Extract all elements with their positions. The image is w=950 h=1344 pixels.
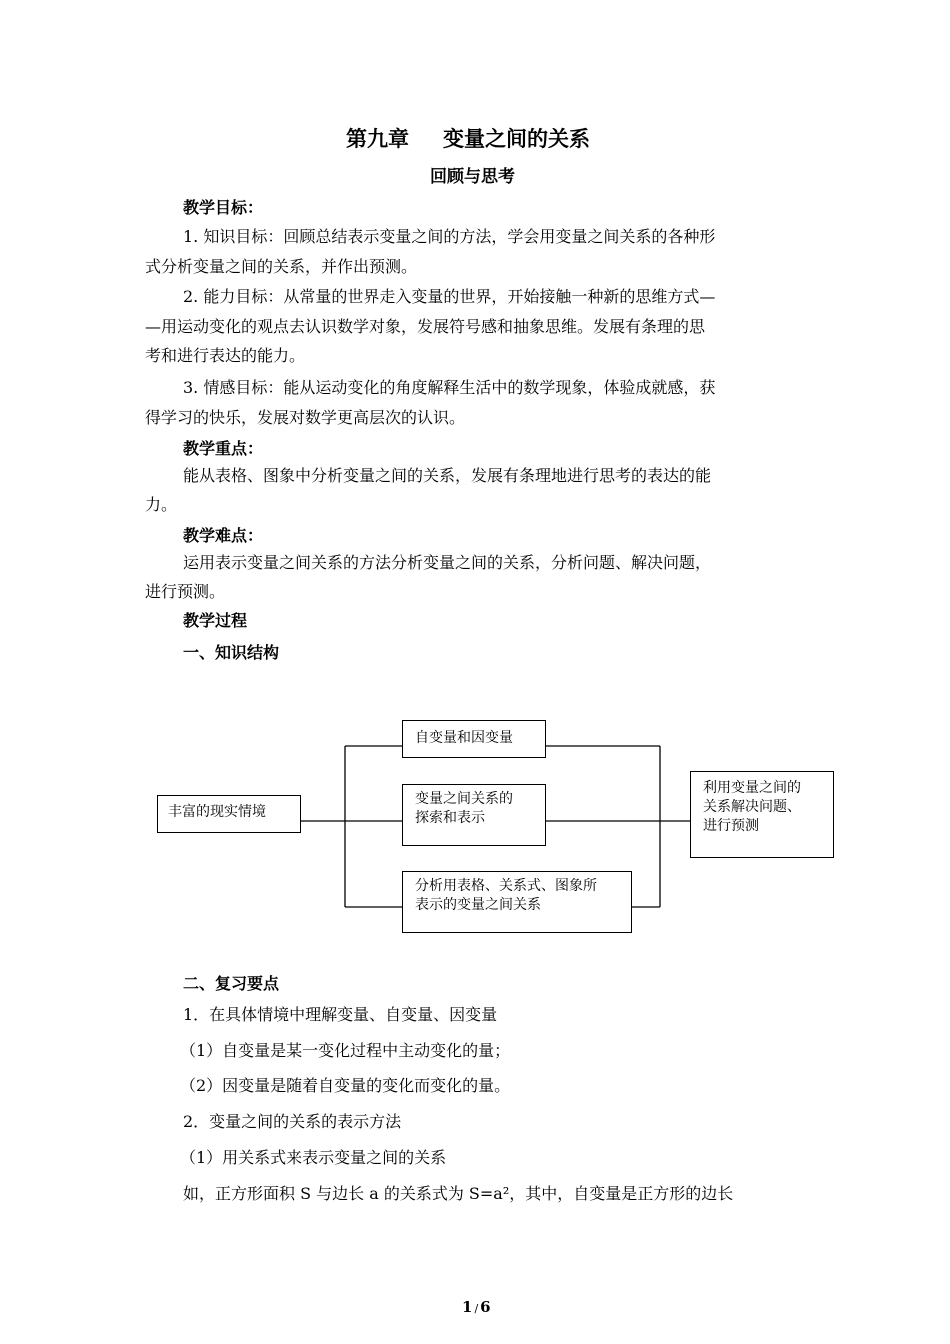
page-total: 6	[480, 1298, 491, 1316]
goal2-line1: 2. 能力目标：从常量的世界走入变量的世界，开始接触一种新的思维方式—	[183, 287, 716, 306]
box-independent-dependent	[402, 720, 546, 758]
key-heading: 教学重点：	[183, 439, 264, 458]
key-line1: 能从表格、图象中分析变量之间的关系，发展有条理地进行思考的表达的能	[183, 466, 712, 485]
goal3-line1: 3. 情感目标：能从运动变化的角度解释生活中的数学现象，体验成就感，获	[183, 378, 716, 397]
review-item-1-2: （2）因变量是随着自变量的变化而变化的量。	[180, 1076, 511, 1095]
box-analyze-representations	[402, 871, 632, 933]
box-explore-represent-line2: 探索和表示	[415, 810, 485, 826]
goal2-line2: —用运动变化的观点去认识数学对象，发展符号感和抽象思维。发展有条理的思	[145, 317, 706, 336]
review-item-2: 2．变量之间的关系的表示方法	[183, 1112, 402, 1131]
review-item-2-1: （1）用关系式来表示变量之间的关系	[180, 1148, 447, 1167]
goals-heading: 教学目标：	[183, 198, 264, 217]
box-solve-predict	[690, 771, 834, 858]
subtitle: 回顾与思考	[430, 167, 515, 187]
section1-heading: 一、知识结构	[183, 643, 280, 662]
box-solve-line3: 进行预测	[703, 818, 759, 834]
goal2-line3: 考和进行表达的能力。	[145, 346, 306, 365]
box-analyze-line2: 表示的变量之间关系	[415, 897, 541, 913]
difficulty-line2: 进行预测。	[145, 582, 226, 601]
box-analyze-line1: 分析用表格、关系式、图象所	[415, 878, 597, 894]
box-real-situations-text: 丰富的现实情境	[168, 804, 266, 820]
box-independent-dependent-text: 自变量和因变量	[415, 730, 513, 746]
chapter-number: 第九章	[346, 126, 409, 151]
box-real-situations	[157, 795, 301, 833]
difficulty-line1: 运用表示变量之间关系的方法分析变量之间的关系，分析问题、解决问题，	[183, 553, 712, 572]
section2-heading: 二、复习要点	[183, 974, 280, 993]
page-separator: /	[474, 1302, 479, 1315]
page-number: 1	[462, 1298, 473, 1316]
review-item-1-1: （1）自变量是某一变化过程中主动变化的量；	[180, 1041, 511, 1060]
goal3-line2: 得学习的快乐，发展对数学更高层次的认识。	[145, 408, 466, 427]
key-line2: 力。	[145, 495, 178, 514]
chapter-name: 变量之间的关系	[443, 126, 590, 151]
difficulty-heading: 教学难点：	[183, 526, 264, 545]
goal1-line2: 式分析变量之间的关系，并作出预测。	[145, 257, 418, 276]
box-explore-represent	[402, 784, 546, 846]
goal1-line1: 1. 知识目标：回顾总结表示变量之间的方法，学会用变量之间关系的各种形	[183, 227, 716, 246]
process-heading: 教学过程	[183, 611, 248, 630]
review-item-1: 1．在具体情境中理解变量、自变量、因变量	[183, 1005, 498, 1024]
review-example: 如，正方形面积 S 与边长 a 的关系式为 S=a²，其中，自变量是正方形的边长	[183, 1184, 734, 1203]
page-footer	[462, 1298, 491, 1316]
box-explore-represent-line1: 变量之间关系的	[415, 791, 513, 807]
box-solve-line2: 关系解决问题、	[703, 799, 801, 815]
box-solve-line1: 利用变量之间的	[703, 780, 801, 796]
